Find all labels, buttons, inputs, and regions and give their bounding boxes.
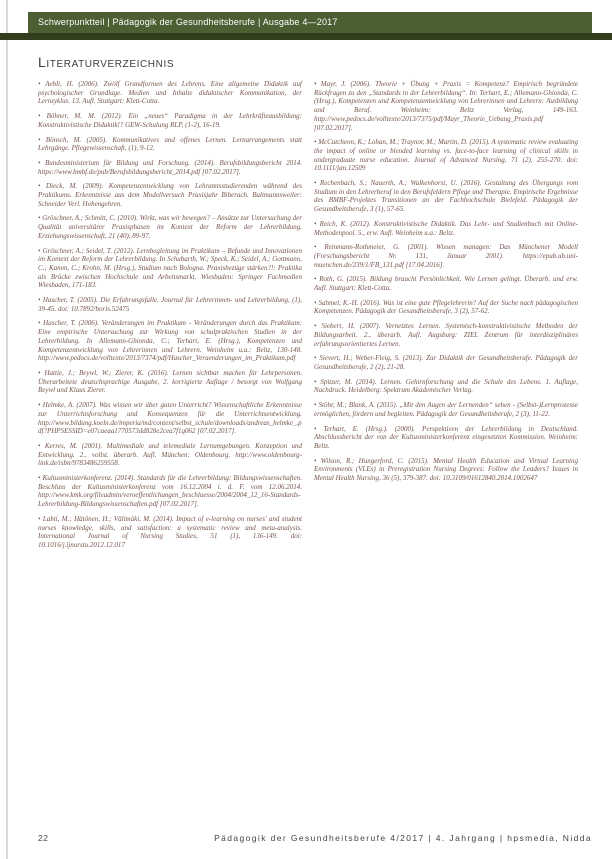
- references-column-right: [314, 80, 578, 556]
- reference-entry: • Roth, G. (2015). Bildung braucht Persönlichkeit. Wie Lernen gelingt. Überarb. und erw. Aufl. Stuttgart: Klett-Cotta.: [314, 275, 578, 293]
- page-number: 22: [38, 833, 49, 843]
- running-header-text: Schwerpunktteil | Pädagogik der Gesundheitsberufe | Ausgabe 4—2017: [38, 17, 338, 27]
- running-header: [28, 12, 592, 33]
- reference-columns: [38, 80, 578, 556]
- reference-entry: • Hattie, J.; Beywl, W.; Zierer, K. (2016). Lernen sichtbar machen für Lehrpersonen. Überarbeitete deutschsprachige Ausgabe, 2. korrigierte Auflage / besorgt von Wolfgang Beywl und Klaus Zierer.: [38, 368, 302, 395]
- reference-entry: • Sahmel, K.-H. (2016). Was ist eine gute Pflegelehrerin? Auf der Suche nach pädagogischen Kompetenzen. Pädagogik der Gesundheitsberufe, 3 (2), 57-62.: [314, 298, 578, 316]
- reference-entry: • Reinmann-Rothmeier, G. (2001). Wissen managen: Das Münchener Modell (Forschungsbericht Nr. 131, Januar 2001). https://epub.ub.uni-muenchen.de/239/1/FB_131.pdf [17.04.2016].: [314, 243, 578, 269]
- reference-entry: • Dieck, M. (2009). Kompetenzentwicklung von Lehramtsstudierenden während des Praktikums. Erkenntnisse aus dem Modellversuch Praxisjahr Biberach. Baltmannsweiler: Schneider Verl. Hohengehren.: [38, 182, 302, 208]
- reference-entry: • Helmke, A. (2007). Was wissen wir über guten Unterricht? Wissenschaftliche Erkenntnisse zur Unterrichtsforschung und Konsequenzen für die Unterrichtsentwicklung. http://www.bildung.koeln.de/imperia/md/content/selbst_schule/downloads/andreas_helmke_.pdf?PHPSESSID=e07caeaa1770573dd828e2cea7f1q062 [07.02.2017].: [38, 401, 302, 436]
- header-underline-rule: [0, 33, 612, 40]
- references-column-left: [38, 80, 302, 556]
- reference-entry: • Rechenbach, S.; Nauerth, A.; Walkenhorst, U. (2016). Gestaltung des Übergangs vom Studium in den Lehrerberuf in den Berufsfeldern Pflege und Therapie. Empirische Ergebnisse des BMBF-Projektes Transitionen an der Fachhochschule Bielefeld. Pädagogik der Gesundheitsberufe, 3 (1), 57-65.: [314, 179, 578, 214]
- page-footer: [38, 833, 592, 843]
- page-edge-shadow: [6, 0, 8, 859]
- reference-entry: • Terhart, E. (Hrsg.). (2000). Perspektiven der Lehrerbildung in Deutschland. Abschlussbericht der von der Kultusministerkonferenz eingesetzten Kommission. Weinheim: Beltz.: [314, 424, 578, 450]
- reference-entry: • McCutcheon, K.; Lohan, M.; Traynor, M.; Martin, D. (2015). A systematic review evaluating the impact of online or blended learning vs. face-to-face learning of clinical skills in undergraduate nurse education. Journal of Advanced Nursing, 71 (2), 255-270. doi: 10.1111/jan.12509: [314, 138, 579, 173]
- reference-entry: • Böhner, M. M. (2012). Ein „neues“ Paradigma in der Lehrkräfteausbildung: Konstruktivistische Didaktik!? GEW-Schulung RLP, (1-2), 16-19.: [38, 112, 302, 129]
- reference-entry: • Reich, K. (2012). Konstruktivistische Didaktik. Das Lehr- und Studienbuch mit Online-Methodenpool. 5., erw. Aufl. Weinheim u.a.: Beltz.: [314, 219, 578, 237]
- reference-entry: • Bundesministerium für Bildung und Forschung. (2014). Berufsbildungsbericht 2014. https://www.bmbf.de/pub/Berufsbildungsbericht_2014.pdf [07.02.2017].: [38, 158, 302, 176]
- reference-entry: • Siebert, H. (2007). Vernetztes Lernen. Systemisch-konstruktivistische Methoden der Bildungsarbeit. 2., überarb. Aufl. Augsburg: ZIEL Zentrum für interdisziplinäres erfahrungsorientiertes Lernen.: [314, 322, 578, 348]
- reference-entry: • Hascher, T. (2006). Veränderungen im Praktikum - Veränderungen durch das Praktikum: Eine empirische Untersuchung zur Wirkung von schulpraktischen Studien in der Lehrerbildung. In Allemann-Ghionda, C.; Terhart, E. (Hrsg.), Kompetenzen und Kompetenzentwicklung von Lehrerinnen und Lehrern. Weinheim u.a.: Beltz, 130-148. http://www.pedocs.de/volltexte/2013/7374/pdf/Hascher_Veraenderungen_im_Praktikum.pdf: [38, 319, 302, 363]
- reference-entry: • Sievert, H.; Weber-Fleig, S. (2013). Zur Didaktik der Gesundheitsberufe. Pädagogik der Gesundheitsberufe, 2 (2), 21-28.: [314, 354, 578, 371]
- reference-entry: • Gröschner, A.; Seidel, T. (2012). Lernbegleitung im Praktikum – Befunde und Innovationen im Kontext der Reform der Lehrerbildung. In Schubarth, W.; Speck, K.; Seidel, A.; Gottmann, C.; Kamm, C.; Krohn, M. (Hrsg.), Studium nach Bologna. Praxisbezüge stärken?!: Praktika als Brücke zwischen Hochschule und Arbeitsmarkt. Wiesbaden: Springer Fachmedien Wiesbaden, 171-183.: [38, 246, 302, 290]
- reference-entry: • Aebli, H. (2006). Zwölf Grundformen des Lehrens. Eine allgemeine Didaktik auf psychologischer Grundlage. Medien und Inhalte didaktischer Kommunikation, der Lernzyklus. 13. Aufl. Stuttgart: Klett-Cotta.: [38, 80, 302, 106]
- reference-entry: • Bönsch, M. (2005). Kommunikatives und offenes Lernen. Lernarrangements statt Lehrgänge. Pflegewissenschaft, (1), 9-12.: [38, 135, 302, 153]
- reference-entry: • Gröschner, A.; Schmitt, C. (2010). Wirkt, was wir bewegen? – Ansätze zur Untersuchung der Qualität universitärer Praxisphasen im Kontext der Reform der Lehrerbildung. Erziehungswissenschaft, 21 (40), 89-97.: [38, 214, 302, 240]
- reference-entry: • Spitzer, M. (2014). Lernen. Gehirnforschung und die Schule des Lebens. 1. Auflage, Nachdruck. Heidelberg: Spektrum Akademischer Verlag.: [314, 377, 578, 395]
- reference-entry: • Lahti, M.; Hätönen, H.; Välimäki, M. (2014). Impact of e-learning on nurses' and student nurses knowledge, skills, and satisfaction: a systematic review and meta-analysis. International Journal of Nursing Studies, 51 (1), 136-149. doi: 10.1016/j.ijnurstu.2012.12.017: [38, 514, 302, 549]
- reference-entry: • Wilson, R.; Hungerford, C. (2015). Mental Health Education and Virtual Learning Environments (VLEs) in Preregistration Nursing Degrees: Follow the Leaders? Issues in Mental Health Nursing, 36 (5), 379-387. doi: 10.3109/01612840.2014.1002647: [314, 456, 578, 483]
- footer-journal-line: Pädagogik der Gesundheitsberufe 4/2017 | 4. Jahrgang | hpsmedia, Nidda: [214, 833, 592, 843]
- reference-entry: • Hascher, T. (2005). Die Erfahrungsfalle. Journal für Lehrerinnen- und Lehrerbildung, (1), 39-45. doi: 10.7892/boris.52475: [38, 296, 302, 313]
- reference-entry: • Kerres, M. (2001). Multimediale und telemediale Lernumgebungen. Konzeption und Entwicklung. 2., vollst. überarb. Aufl. München: Oldenbourg. http://www.oldenbourg-link.de/isbn/9783486259558.: [38, 441, 302, 468]
- reference-entry: • Kultusministerkonferenz. (2014). Standards für die Lehrerbildung: Bildungswissenschaften. Beschluss der Kultusministerkonferenz vom 16.12.2004 i. d. F. vom 12.06.2014. http://www.kmk.org/fileadmin/veroeffentlichungen_beschluesse/2004/2004_12_16-Standards-Lehrerbildung-Bildungswissenschaften.pdf [07.02.2017].: [38, 474, 302, 509]
- page-title: Literaturverzeichnis: [38, 54, 175, 70]
- reference-entry: • Stöhr, M.; Blank, A. (2015). „Mit den Augen der Lernenden“ sehen - (Selbst-)Lernprozesse ermöglichen, fördern und begleiten. Pädagogik der Gesundheitsberufe, 2 (3), 11-22.: [314, 401, 578, 418]
- reference-entry: • Mayr, J. (2006). Theorie + Übung + Praxis = Kompetenz? Empirisch begründete Rückfragen zu den „Standards in der Lehrerbildung“. In: Terhart, E.; Allemann-Ghionda, C. (Hrsg.), Kompetenzen und Kompetenzentwicklung von Lehrerinnen und Lehrern: Ausbildung und Beruf. Weinheim: Beltz Verlag, 149-163. http://www.pedocs.de/volltexte/2013/7375/pdf/Mayr_Theorie_Uebung_Praxis.pdf [07.02.2017].: [314, 80, 578, 132]
